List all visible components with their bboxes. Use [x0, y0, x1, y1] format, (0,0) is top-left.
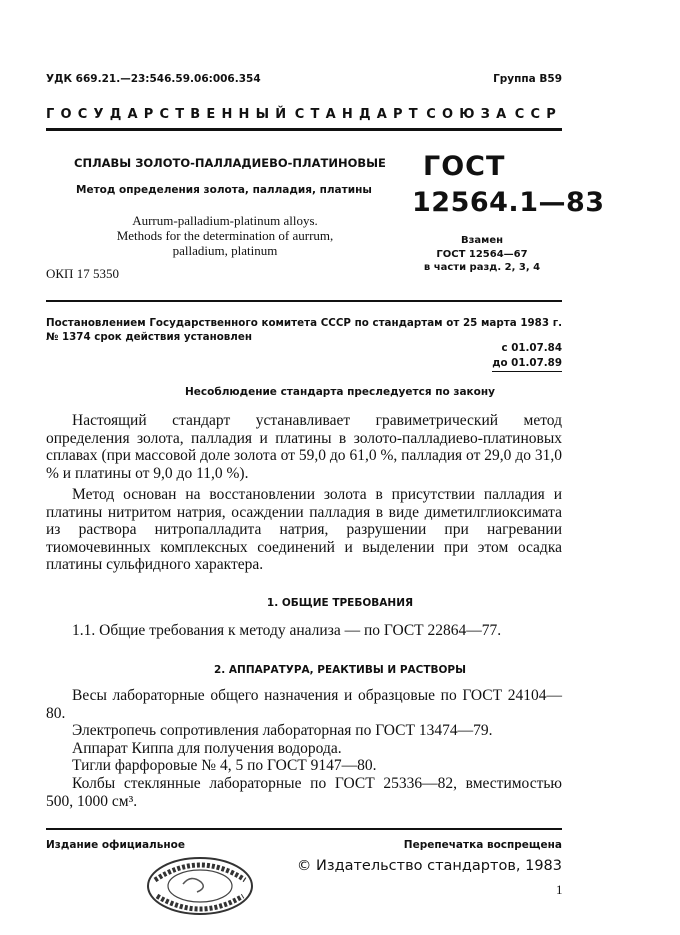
section-2-heading: 2. АППАРАТУРА, РЕАКТИВЫ И РАСТВОРЫ — [213, 664, 467, 676]
replaces-block — [412, 234, 552, 275]
title-english-line-2: Methods for the determination of aurrum, — [116, 228, 334, 243]
equipment-item: Электропечь сопротивления лабораторная по ГОСТ 13474—79. — [72, 722, 493, 740]
middle-rule — [46, 300, 562, 302]
intro-paragraph-2 — [46, 486, 562, 574]
intro-paragraph-2-text: Метод основан на восстановлении золота в присутствии палладия и платины нитритом натрия, осаждении палладия в виде диметилглиоксимата из раствора нитропалладита натрия, разрушении при нагревании тиомочевинных комплексных соединений и выделении при этом осадка платины сульфидного характера. — [46, 486, 562, 574]
page-number: 1 — [556, 882, 563, 897]
state-standard-banner — [46, 107, 562, 122]
okp-code: ОКП 17 5350 — [46, 266, 119, 281]
library-stamp-icon — [143, 850, 258, 920]
banner-word-1: ГОСУДАРСТВЕННЫЙ — [46, 107, 293, 122]
top-rule — [46, 128, 562, 131]
section-1-heading: 1. ОБЩИЕ ТРЕБОВАНИЯ — [266, 597, 414, 609]
equipment-item: Колбы стеклянные лабораторные по ГОСТ 25336—82, вместимостью 500, 1000 см³. — [46, 774, 562, 810]
gost-label: ГОСТ — [423, 151, 506, 182]
equipment-item: Весы лабораторные общего назначения и образцовые по ГОСТ 24104—80. — [46, 687, 562, 722]
date-from: с 01.07.84 — [501, 342, 562, 354]
title-english — [90, 213, 360, 258]
replaces-part: в части разд. 2, 3, 4 — [423, 262, 541, 273]
reprint-prohibited-label: Перепечатка воспрещена — [403, 839, 562, 851]
equipment-item: Аппарат Киппа для получения водорода. — [72, 739, 342, 757]
group-code: Группа В59 — [493, 73, 562, 85]
penalty-notice: Несоблюдение стандарта преследуется по закону — [185, 386, 495, 398]
banner-word-4: ССР — [514, 107, 562, 122]
title-english-line-1: Aurrum-palladium-platinum alloys. — [132, 213, 318, 228]
section-1-item: 1.1. Общие требования к методу анализа — по ГОСТ 22864—77. — [72, 622, 502, 639]
publisher-copyright: © Издательство стандартов, 1983 — [296, 858, 562, 874]
equipment-list — [46, 687, 562, 810]
date-to: до 01.07.89 — [492, 356, 562, 372]
intro-paragraph-1-text: Настоящий стандарт устанавливает гравиметрический метод определения золота, палладия и платины в золото-палладиево-платиновых сплавах (при массовой доле золота от 59,0 до 61,0 %, палладия от 29,0 до 31,0 % и платины от 9,0 до 11,0 %). — [46, 412, 562, 482]
banner-word-3: СОЮЗА — [426, 107, 513, 122]
gost-number: 12564.1—83 — [412, 187, 605, 218]
replaces-gost: ГОСТ 12564—67 — [436, 248, 528, 260]
decree-text: Постановлением Государственного комитета СССР по стандартам от 25 марта 1983 г. № 1374 срок действия установлен — [46, 317, 562, 343]
banner-word-2: СТАНДАРТ — [294, 107, 424, 122]
validity-dates — [492, 341, 562, 372]
udk-code: УДК 669.21.—23:546.59.06:006.354 — [46, 73, 261, 85]
official-edition-label: Издание официальное — [46, 839, 185, 851]
equipment-item: Тигли фарфоровые № 4, 5 по ГОСТ 9147—80. — [72, 757, 377, 775]
intro-paragraph-1 — [46, 412, 562, 482]
bottom-rule — [46, 828, 562, 830]
method-russian: Метод определения золота, палладия, платины — [76, 184, 372, 196]
replaces-label: Взамен — [460, 235, 504, 246]
title-english-line-3: palladium, platinum — [172, 243, 278, 258]
title-russian: СПЛАВЫ ЗОЛОТО-ПАЛЛАДИЕВО-ПЛАТИНОВЫЕ — [74, 156, 386, 170]
